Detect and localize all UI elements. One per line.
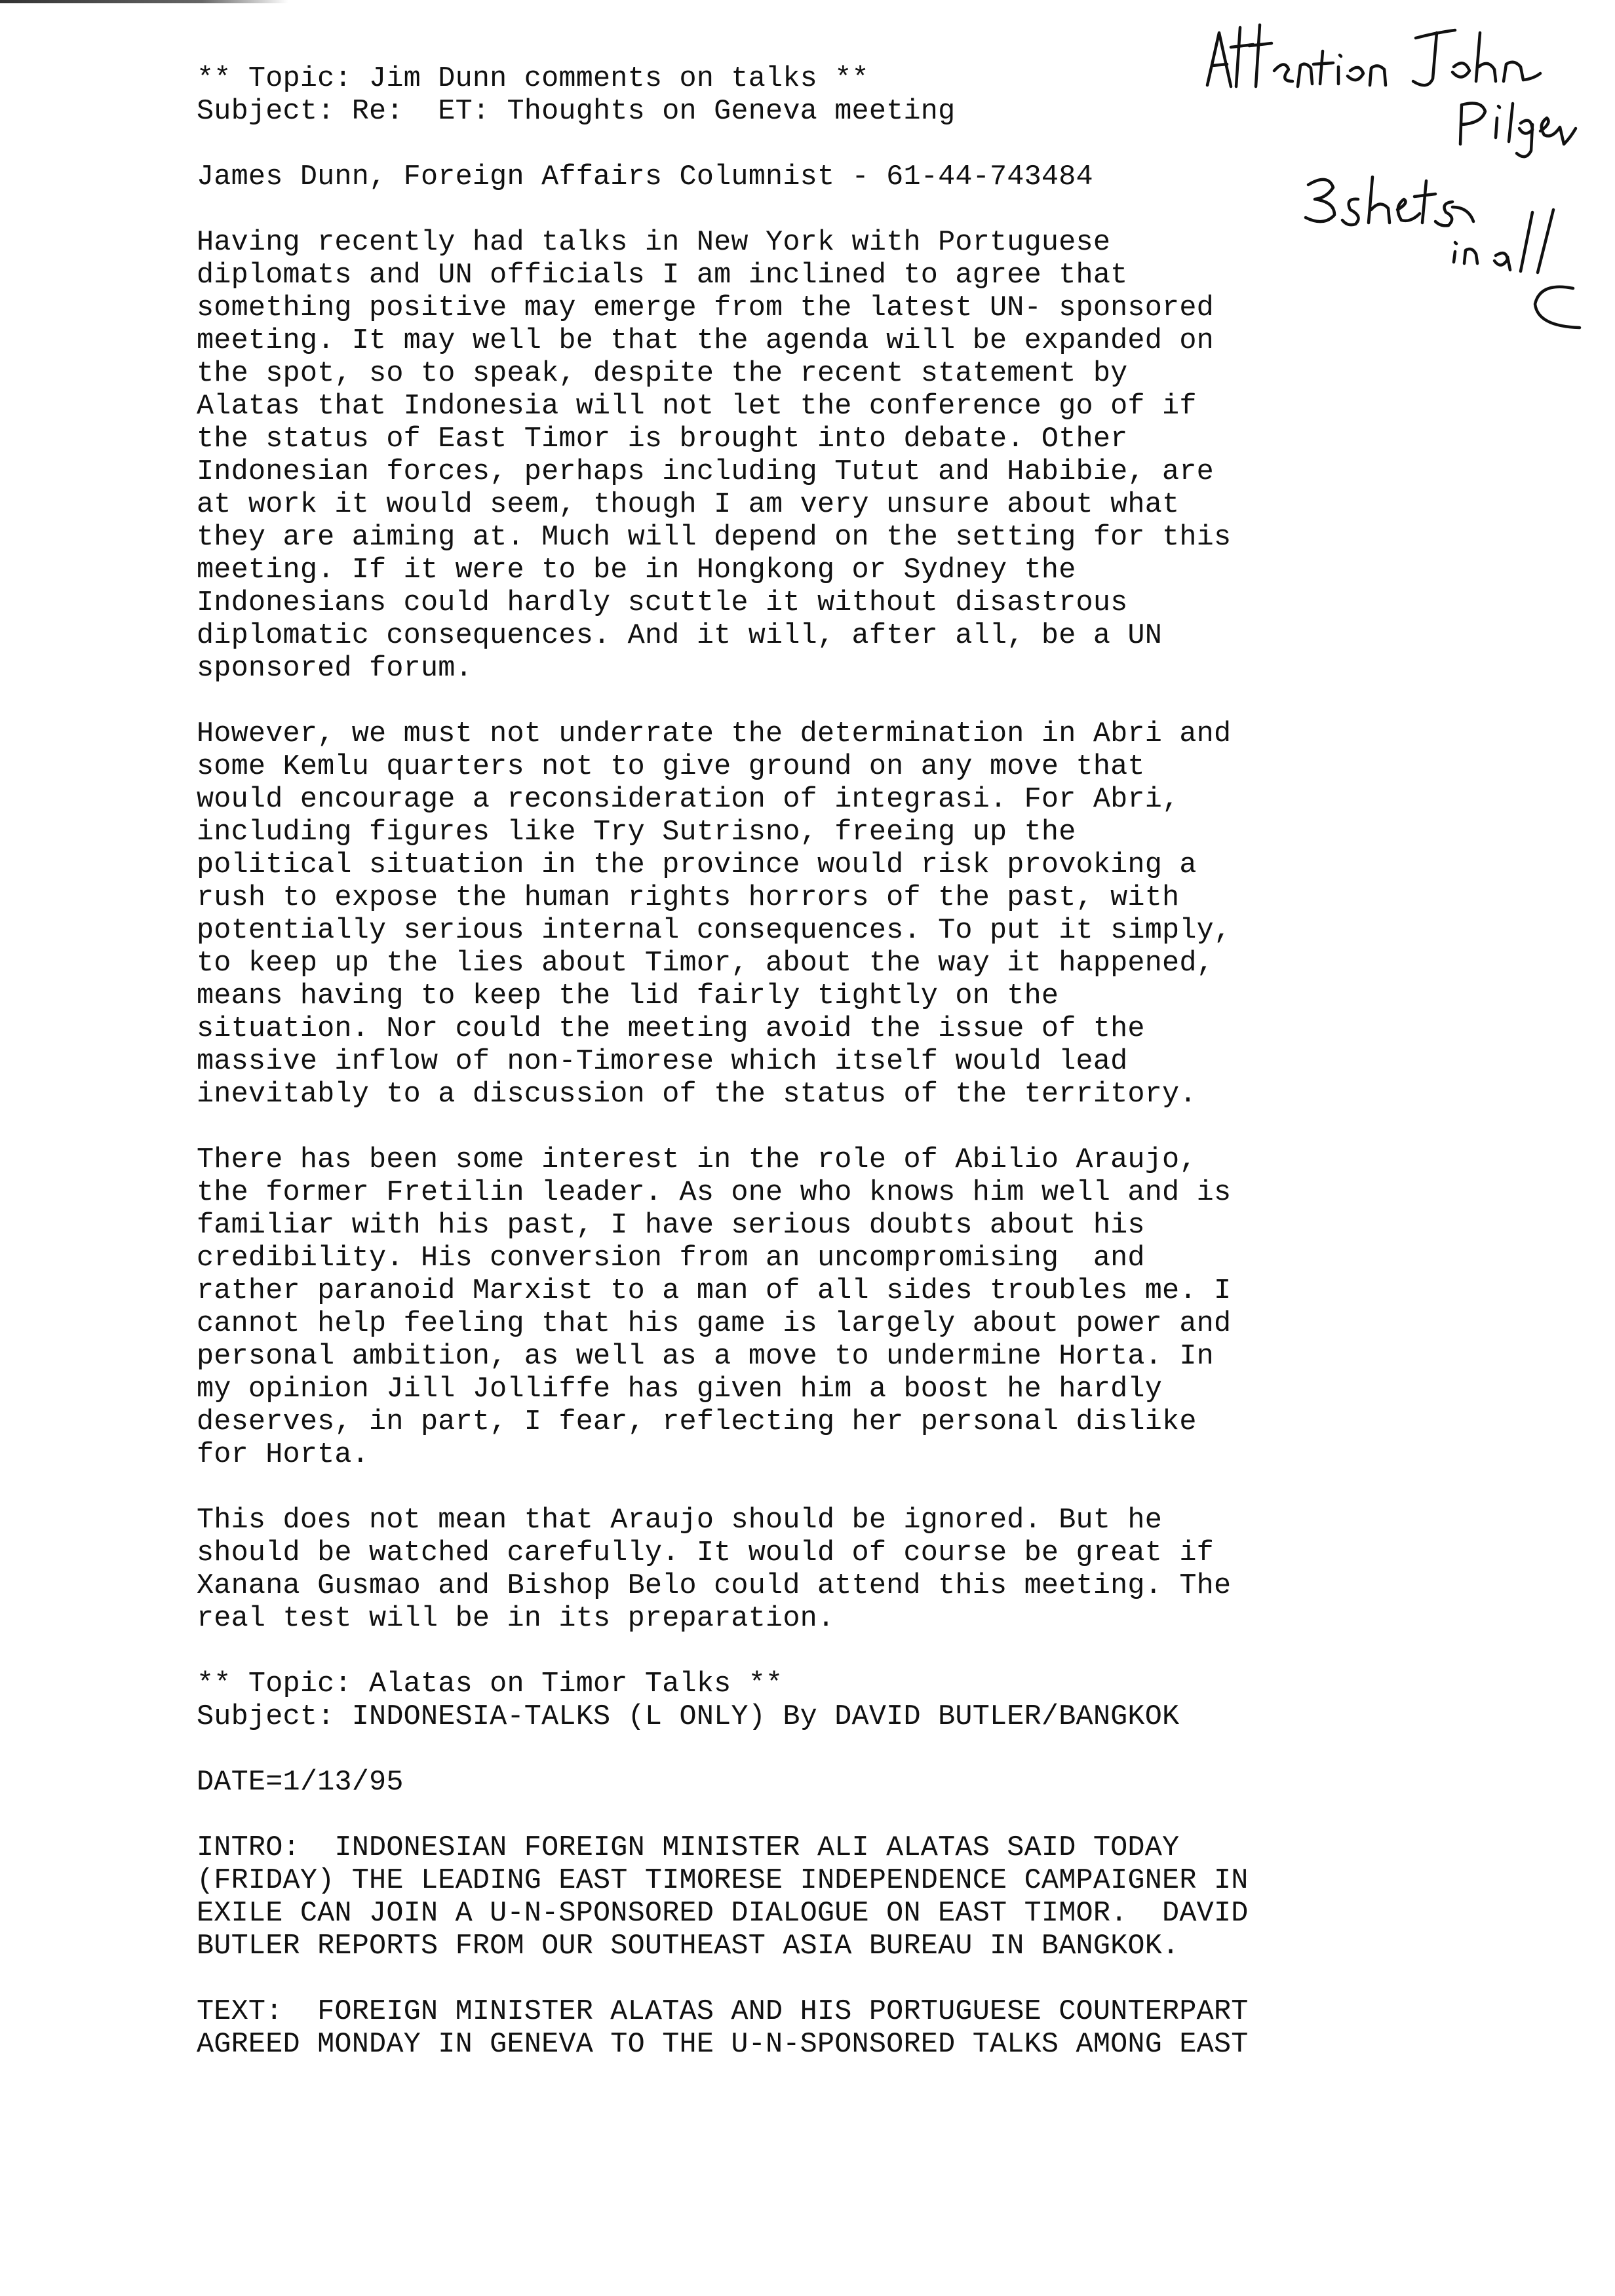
paragraph-3	[197, 1144, 1442, 1472]
text-line: massive inflow of non-Timorese which itself would lead	[197, 1046, 1128, 1078]
text-line: BUTLER REPORTS FROM OUR SOUTHEAST ASIA BUREAU IN BANGKOK.	[197, 1930, 1180, 1962]
author-line: James Dunn, Foreign Affairs Columnist - 61-44-743484	[197, 161, 1093, 193]
text-line: (FRIDAY) THE LEADING EAST TIMORESE INDEPENDENCE CAMPAIGNER IN	[197, 1865, 1249, 1897]
text-line: for Horta.	[197, 1439, 370, 1471]
text-line: deserves, in part, I fear, reflecting her personal dislike	[197, 1406, 1197, 1438]
text-line: potentially serious internal consequences. To put it simply,	[197, 915, 1232, 947]
text-line: inevitably to a discussion of the status of the territory.	[197, 1079, 1197, 1111]
text-line: credibility. His conversion from an uncompromising and	[197, 1242, 1145, 1274]
text-line: sponsored forum.	[197, 653, 473, 685]
text-line: EXILE CAN JOIN A U-N-SPONSORED DIALOGUE ON EAST TIMOR. DAVID	[197, 1898, 1249, 1930]
document-body	[197, 63, 1442, 2061]
text-line: personal ambition, as well as a move to undermine Horta. In	[197, 1341, 1214, 1373]
handwritten-note	[1193, 13, 1586, 354]
text-line: the status of East Timor is brought into debate. Other	[197, 423, 1128, 455]
text-line: However, we must not underrate the determination in Abri and	[197, 718, 1232, 750]
intro-block	[197, 1832, 1442, 1963]
text-line: Alatas that Indonesia will not let the conference go of if	[197, 391, 1197, 423]
text-line: should be watched carefully. It would of course be great if	[197, 1537, 1214, 1569]
date-line: DATE=1/13/95	[197, 1767, 404, 1799]
text-line: diplomats and UN officials I am inclined to agree that	[197, 259, 1128, 292]
text-line: something positive may emerge from the latest UN- sponsored	[197, 292, 1214, 324]
text-line: Indonesians could hardly scuttle it without disastrous	[197, 587, 1128, 619]
text-line: would encourage a reconsideration of integrasi. For Abri,	[197, 784, 1180, 816]
text-line: TEXT: FOREIGN MINISTER ALATAS AND HIS PORTUGUESE COUNTERPART	[197, 1996, 1249, 2028]
text-line: political situation in the province would risk provoking a	[197, 849, 1197, 881]
paragraph-2	[197, 718, 1442, 1111]
subject-line: Subject: Re: ET: Thoughts on Geneva meeting	[197, 96, 956, 128]
text-line: at work it would seem, though I am very unsure about what	[197, 489, 1180, 521]
text-line: rather paranoid Marxist to a man of all sides troubles me. I	[197, 1275, 1232, 1307]
topic-heading-2: ** Topic: Alatas on Timor Talks **	[197, 1668, 783, 1700]
text-line: rush to expose the human rights horrors of the past, with	[197, 882, 1180, 914]
subject-line-2: Subject: INDONESIA-TALKS (L ONLY) By DAVID BUTLER/BANGKOK	[197, 1701, 1180, 1733]
text-block	[197, 1996, 1442, 2061]
text-line: Xanana Gusmao and Bishop Belo could attend this meeting. The	[197, 1570, 1232, 1602]
text-line: the former Fretilin leader. As one who knows him well and is	[197, 1177, 1232, 1209]
topic-heading: ** Topic: Jim Dunn comments on talks **	[197, 63, 869, 95]
text-line: familiar with his past, I have serious doubts about his	[197, 1210, 1145, 1242]
text-line: they are aiming at. Much will depend on the setting for this	[197, 522, 1232, 554]
text-line: meeting. It may well be that the agenda will be expanded on	[197, 325, 1214, 357]
text-line: meeting. If it were to be in Hongkong or Sydney the	[197, 554, 1076, 586]
text-line: There has been some interest in the role of Abilio Araujo,	[197, 1144, 1197, 1176]
text-line: to keep up the lies about Timor, about the way it happened,	[197, 947, 1214, 980]
text-line: Indonesian forces, perhaps including Tutut and Habibie, are	[197, 456, 1214, 488]
paragraph-4	[197, 1504, 1442, 1636]
text-line: the spot, so to speak, despite the recent statement by	[197, 358, 1128, 390]
text-line: means having to keep the lid fairly tightly on the	[197, 980, 1059, 1012]
text-line: real test will be in its preparation.	[197, 1603, 835, 1635]
scan-edge-mark	[0, 0, 288, 3]
text-line: including figures like Try Sutrisno, freeing up the	[197, 816, 1076, 849]
text-line: INTRO: INDONESIAN FOREIGN MINISTER ALI ALATAS SAID TODAY	[197, 1832, 1180, 1864]
text-line: cannot help feeling that his game is largely about power and	[197, 1308, 1232, 1340]
text-line: some Kemlu quarters not to give ground on any move that	[197, 751, 1145, 783]
text-line: Having recently had talks in New York with Portuguese	[197, 227, 1111, 259]
text-line: AGREED MONDAY IN GENEVA TO THE U-N-SPONSORED TALKS AMONG EAST	[197, 2029, 1249, 2061]
text-line: diplomatic consequences. And it will, after all, be a UN	[197, 620, 1163, 652]
text-line: my opinion Jill Jolliffe has given him a boost he hardly	[197, 1373, 1163, 1406]
text-line: This does not mean that Araujo should be ignored. But he	[197, 1504, 1163, 1537]
text-line: situation. Nor could the meeting avoid the issue of the	[197, 1013, 1145, 1045]
